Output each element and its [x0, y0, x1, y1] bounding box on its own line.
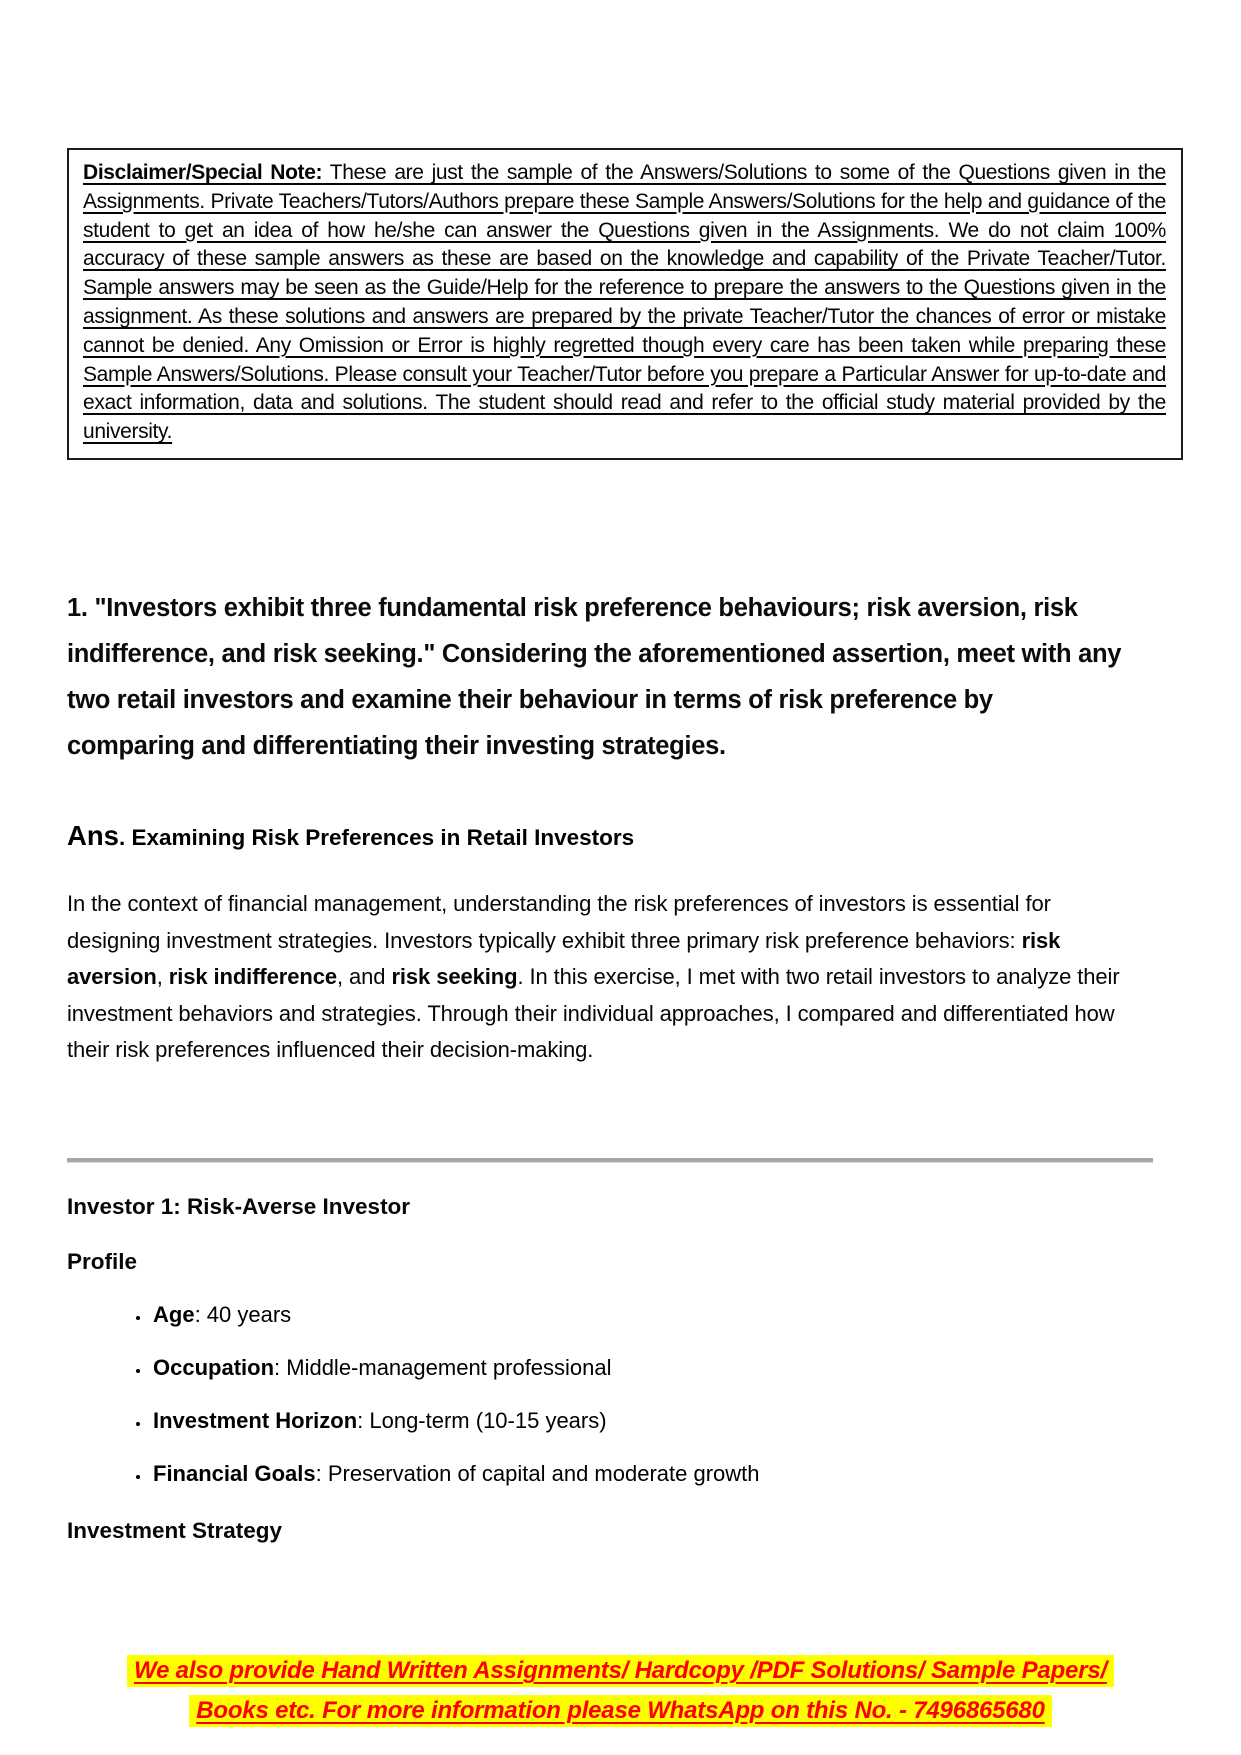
answer-label: Ans [67, 820, 119, 851]
list-item [151, 1299, 1226, 1330]
item-label: Investment Horizon [153, 1408, 358, 1433]
intro-bold-risk-indifference: risk indifference [168, 964, 337, 989]
disclaimer-body: These are just the sample of the Answers/Solutions to some of the Questions given in the Assignments. Private Teachers/Tutors/Authors prepare these Sample Answers/Solutions for the help and guidance of the student to get an idea of how he/she can answer the Questions given in the Assignments. We do not claim 100% accuracy of these sample answers as these are based on the knowledge and capability of the Private Teacher/Tutor. Sample answers may be seen as the Guide/Help for the reference to prepare the answers to the Questions given in the assignment. As these solutions and answers are prepared by the private Teacher/Tutor the chances of error or mistake cannot be denied. Any Omission or Error is highly regretted though every care has been taken while preparing these Sample Answers/Solutions. Please consult your Teacher/Tutor before you prepare a Particular Answer for up-to-date and exact information, data and solutions. The student should read and refer to the official study material provided by the university. [83, 161, 1166, 444]
intro-segment: , [156, 964, 169, 989]
list-item [151, 1352, 1226, 1383]
item-value: : Preservation of capital and moderate growth [315, 1461, 760, 1486]
intro-segment: In the context of financial management, understanding the risk preferences of investors is essential for designing investment strategies. Investors typically exhibit three primary risk preference behaviors: [67, 891, 1051, 953]
intro-paragraph [67, 886, 1145, 1069]
disclaimer-label: Disclaimer/Special Note: [83, 161, 323, 184]
disclaimer-box [67, 148, 1183, 460]
item-value: : 40 years [194, 1302, 292, 1327]
footer-banner [0, 1653, 1241, 1732]
footer-line-1-text: We also provide Hand Written Assignments/ Hardcopy /PDF Solutions/ Sample Papers/ [127, 1655, 1114, 1687]
footer-line-1 [0, 1653, 1241, 1693]
list-item [151, 1458, 1226, 1489]
footer-line-2 [0, 1693, 1241, 1733]
answer-title: . Examining Risk Preferences in Retail Investors [118, 825, 635, 850]
item-value: : Long-term (10-15 years) [357, 1408, 607, 1433]
investor1-heading: Investor 1: Risk-Averse Investor [67, 1194, 411, 1219]
strategy-heading: Investment Strategy [67, 1518, 283, 1543]
item-value: : Middle-management professional [274, 1355, 612, 1380]
item-label: Age [153, 1302, 195, 1327]
list-item [151, 1405, 1226, 1436]
answer-heading-row [67, 818, 1142, 859]
item-label: Occupation [153, 1355, 275, 1380]
footer-line-2-text: Books etc. For more information please WhatsApp on this No. - 7496865680 [189, 1695, 1051, 1727]
item-label: Financial Goals [153, 1461, 316, 1486]
intro-bold-risk-seeking: risk seeking [391, 964, 518, 989]
intro-segment: . In this exercise, I met with two retail investors to analyze their investment behaviors and strategies. Through their individual approaches, I compared and differentiated how their risk preferences influenced their decision-making. [67, 964, 1120, 1062]
intro-segment: , and [337, 964, 392, 989]
disclaimer-text [83, 159, 1166, 447]
question-heading: 1. "Investors exhibit three fundamental risk preference behaviours; risk aversion, risk indifference, and risk seeking." Considering the aforementioned assertion, meet with any two retail investors and examine their behaviour in terms of risk preference by comparing and differentiating their investing strategies. [67, 594, 1122, 760]
profile-list [67, 1299, 1226, 1511]
intro-bold-risk-aversion: risk aversion [67, 927, 1061, 989]
section-divider [67, 1158, 1153, 1163]
profile-heading: Profile [67, 1249, 138, 1274]
